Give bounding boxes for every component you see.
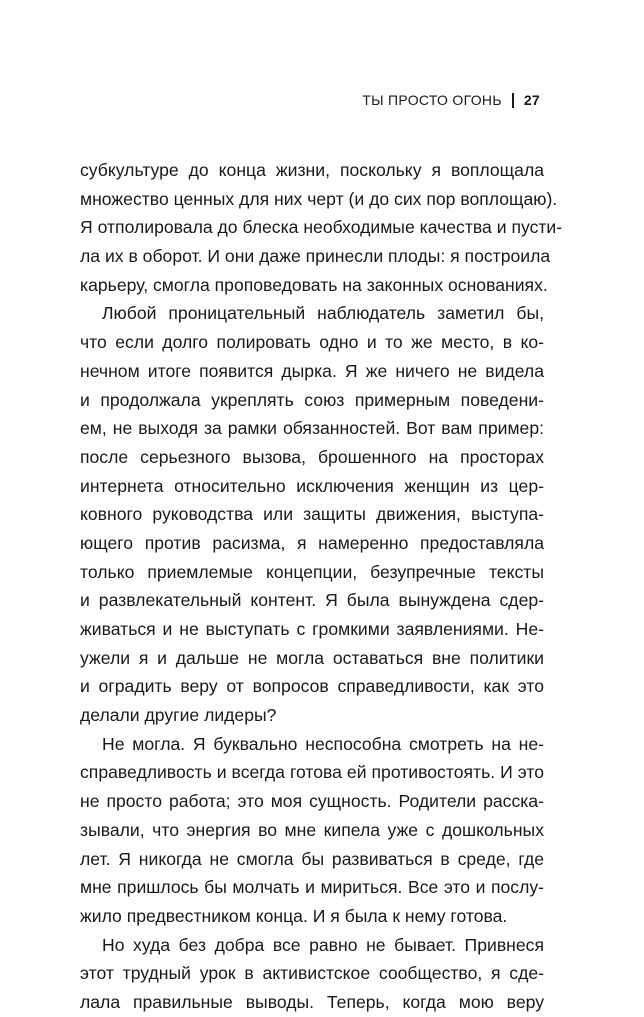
text-line: Любой проницательный наблюдатель заметил бы, [102,303,544,324]
page-number: 27 [523,92,540,108]
header-separator [512,93,514,108]
text-line: ем, не выходя за рамки обязанностей. Вот вам пример: [80,418,544,439]
text-line: не просто работа; это моя сущность. Родители расска- [80,791,544,812]
text-line: субкультуре до конца жизни, поскольку я воплощала [80,160,544,180]
text-line: интернета относительно исключения женщин из цер- [80,475,544,496]
text-line: что если долго полировать одно и то же место, в ко- [80,332,544,353]
text-line: и развлекательный контент. Я была вынуждена сдер- [80,590,544,611]
text-line: лет. Я никогда не смогла бы развиваться в среде, где [80,848,544,869]
running-header [362,91,540,109]
text-line: Я отполировала до блеска необходимые качества и пусти- [80,217,563,238]
text-line: мне пришлось бы молчать и мириться. Все это и послу- [80,877,544,898]
text-line: ющего против расизма, я намеренно предоставляла [80,532,544,553]
body-text [80,156,563,1017]
text-line: Но худа без добра все равно не бывает. Привнеся [102,934,544,955]
running-header-title: ТЫ ПРОСТО ОГОНЬ [362,92,502,108]
text-line: ужели я и дальше не могла оставаться вне политики [80,647,544,668]
text-line: нечном итоге появится дырка. Я же ничего не видела [80,360,544,381]
text-line: жило предвестником конца. И я была к нему готова. [80,905,508,926]
text-line: ла их в оборот. И они даже принесли плоды: я построила [80,246,551,267]
text-line: карьеру, смогла проповедовать на законных основаниях. [80,274,548,295]
text-line: лала правильные выводы. Теперь, когда мою веру [80,991,544,1012]
text-line: только приемлемые концепции, безупречные тексты [80,561,544,582]
text-line: после серьезного вызова, брошенного на просторах [80,446,544,467]
text-line: и оградить веру от вопросов справедливости, как это [80,676,544,697]
text-line: зывали, что энергия во мне кипела уже с дошкольных [80,819,544,840]
text-line: Не могла. Я буквально неспособна смотреть на не- [102,733,544,754]
text-line: живаться и не выступать с громкими заявлениями. Не- [80,619,544,639]
text-line: множество ценных для них черт (и до сих пор воплощаю). [80,188,558,209]
text-line: справедливость и всегда готова ей противостоять. И это [80,762,544,783]
text-line: этот трудный урок в активистское сообщество, я сде- [80,963,544,984]
text-line: делали другие лидеры? [80,705,277,726]
text-line: ковного руководства или защиты движения, выступа- [80,504,544,525]
text-line: и продолжала укреплять союз примерным поведени- [80,389,544,410]
